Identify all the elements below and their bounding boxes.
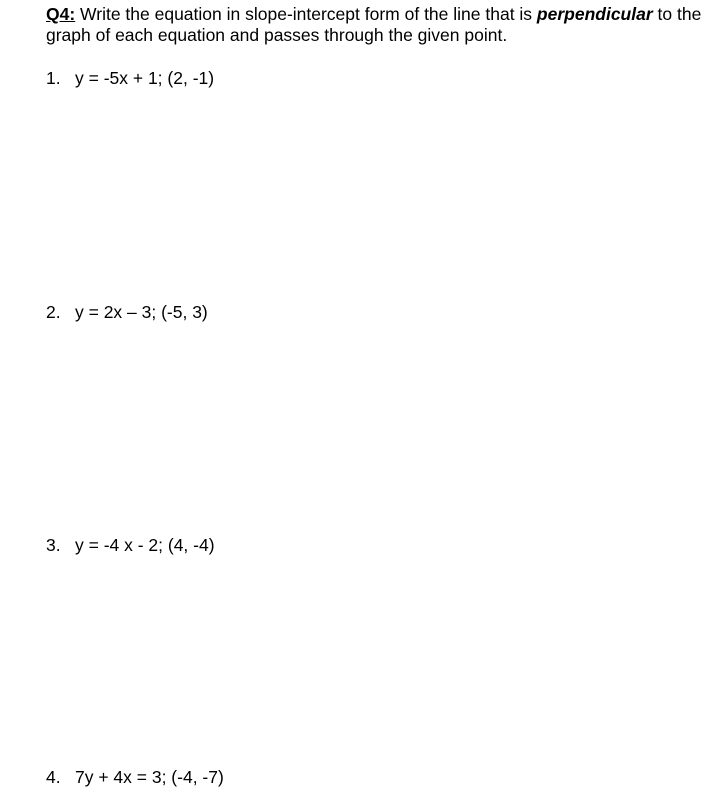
instructions-text-before: Write the equation in slope-intercept form of the line that is: [75, 4, 537, 24]
problem-equation: y = 2x – 3; (-5, 3): [75, 302, 208, 322]
problem-item: [46, 68, 214, 89]
problem-item: [46, 767, 224, 788]
question-label: Q4:: [46, 4, 76, 24]
problem-item: [46, 535, 215, 556]
problem-number: 4.: [46, 767, 61, 787]
instructions-text-after: to the graph of each equation and passes through the given point.: [46, 4, 702, 45]
problem-equation: y = -5x + 1; (2, -1): [75, 68, 215, 88]
problem-item: [46, 302, 208, 323]
problem-equation: y = -4 x - 2; (4, -4): [75, 535, 215, 555]
question-instructions: [46, 4, 712, 46]
instructions-emphasis: perpendicular: [536, 4, 653, 24]
problem-equation: 7y + 4x = 3; (-4, -7): [75, 767, 224, 787]
problem-number: 3.: [46, 535, 61, 555]
problem-number: 1.: [46, 68, 61, 88]
problem-number: 2.: [46, 302, 61, 322]
